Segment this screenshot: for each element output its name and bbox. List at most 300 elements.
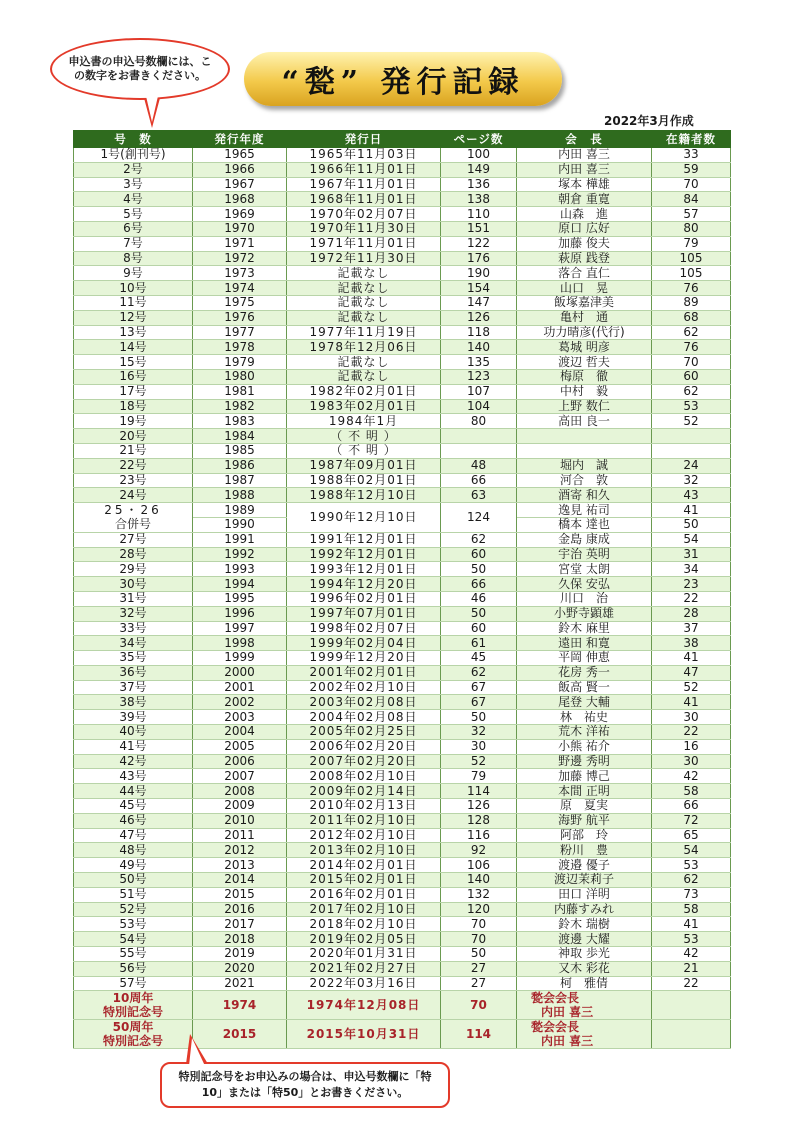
table-row (74, 547, 731, 562)
cell-date: 記載なし (287, 310, 441, 325)
cell-members: 41 (652, 917, 731, 932)
cell-members: 22 (652, 976, 731, 991)
cell-issue: 42号 (74, 754, 193, 769)
cell-chair: 神取 歩光 (517, 947, 652, 962)
table-row (74, 695, 731, 710)
cell-year: 1968 (193, 192, 287, 207)
cell-members: 79 (652, 236, 731, 251)
cell-year: 2011 (193, 828, 287, 843)
cell-members: 58 (652, 902, 731, 917)
cell-issue: 39号 (74, 710, 193, 725)
cell-date: 2017年02月10日 (287, 902, 441, 917)
cell-issue: 11号 (74, 295, 193, 310)
callout-special-issue (160, 1062, 450, 1108)
cell-issue: 43号 (74, 769, 193, 784)
cell-issue: 44号 (74, 784, 193, 799)
table-row (74, 177, 731, 192)
table-row (74, 799, 731, 814)
cell-pages: 100 (441, 148, 517, 163)
cell-pages: 104 (441, 399, 517, 414)
table-row-special (74, 1020, 731, 1049)
cell-date: 2018年02月10日 (287, 917, 441, 932)
cell-chair: 原 夏実 (517, 799, 652, 814)
cell-members: 16 (652, 739, 731, 754)
cell-pages: 138 (441, 192, 517, 207)
cell-date: 1988年02月01日 (287, 473, 441, 488)
cell-date: 1991年12月01日 (287, 532, 441, 547)
cell-issue: 1号(創刊号) (74, 148, 193, 163)
cell-chair: 中村 毅 (517, 384, 652, 399)
cell-year: 1969 (193, 207, 287, 222)
cell-chair (517, 429, 652, 444)
cell-pages: 66 (441, 473, 517, 488)
table-row (74, 828, 731, 843)
cell-pages: 79 (441, 769, 517, 784)
cell-date: 1993年12月01日 (287, 562, 441, 577)
cell-issue: 37号 (74, 680, 193, 695)
table-row (74, 473, 731, 488)
cell-date: 1972年11月30日 (287, 251, 441, 266)
cell-chair: 萩原 践登 (517, 251, 652, 266)
cell-year: 1986 (193, 458, 287, 473)
cell-year: 1974 (193, 281, 287, 296)
table-row (74, 207, 731, 222)
cell-members: 89 (652, 295, 731, 310)
cell-date: 記載なし (287, 295, 441, 310)
cell-chair: 渡辺茉莉子 (517, 873, 652, 888)
cell-pages: 140 (441, 340, 517, 355)
header-chair: 会 長 (517, 131, 652, 148)
cell-date: 1978年12月06日 (287, 340, 441, 355)
cell-year: 2002 (193, 695, 287, 710)
cell-members: 105 (652, 251, 731, 266)
table-row (74, 148, 731, 163)
cell-year: 1967 (193, 177, 287, 192)
cell-date: 記載なし (287, 281, 441, 296)
cell-year: 2015 (193, 887, 287, 902)
cell-year: 1991 (193, 532, 287, 547)
cell-pages: 60 (441, 547, 517, 562)
cell-chair: 海野 航平 (517, 813, 652, 828)
cell-members: 47 (652, 665, 731, 680)
cell-year: 2004 (193, 725, 287, 740)
table-row (74, 769, 731, 784)
cell-chair: 堀内 誠 (517, 458, 652, 473)
table-row (74, 369, 731, 384)
cell-chair: 原口 広好 (517, 221, 652, 236)
cell-members: 53 (652, 399, 731, 414)
cell-issue: 32号 (74, 606, 193, 621)
cell-date: 2015年02月01日 (287, 873, 441, 888)
cell-date: 2014年02月01日 (287, 858, 441, 873)
cell-issue: 14号 (74, 340, 193, 355)
cell-date: 1966年11月01日 (287, 162, 441, 177)
cell-issue: 8号 (74, 251, 193, 266)
cell-chair: 宇治 英明 (517, 547, 652, 562)
cell-date: 1992年12月01日 (287, 547, 441, 562)
cell-issue: 13号 (74, 325, 193, 340)
cell-year: 1965 (193, 148, 287, 163)
combined-members-1: 41 (652, 503, 731, 518)
cell-year: 1971 (193, 236, 287, 251)
cell-date: 2020年01月31日 (287, 947, 441, 962)
cell-year: 2021 (193, 976, 287, 991)
table-row (74, 162, 731, 177)
cell-chair: 加藤 博己 (517, 769, 652, 784)
cell-members: 54 (652, 843, 731, 858)
cell-year: 1983 (193, 414, 287, 429)
table-row (74, 591, 731, 606)
cell-date: （ 不 明 ） (287, 443, 441, 458)
cell-year: 1977 (193, 325, 287, 340)
cell-year: 1996 (193, 606, 287, 621)
cell-date: 1999年02月04日 (287, 636, 441, 651)
table-body-combined (74, 503, 731, 533)
header-date: 発行日 (287, 131, 441, 148)
cell-date: 1982年02月01日 (287, 384, 441, 399)
cell-issue: 33号 (74, 621, 193, 636)
cell-year: 1982 (193, 399, 287, 414)
cell-chair: 酒寄 和久 (517, 488, 652, 503)
cell-chair: 飯高 賢一 (517, 680, 652, 695)
cell-date: 1987年09月01日 (287, 458, 441, 473)
table-row (74, 858, 731, 873)
table-row (74, 932, 731, 947)
cell-year: 1995 (193, 591, 287, 606)
cell-members: 52 (652, 680, 731, 695)
combined-year-1: 1989 (193, 503, 287, 518)
cell-issue: 45号 (74, 799, 193, 814)
cell-year: 2006 (193, 754, 287, 769)
cell-pages: 62 (441, 665, 517, 680)
table-row (74, 917, 731, 932)
cell-year: 2018 (193, 932, 287, 947)
cell-members: 41 (652, 651, 731, 666)
table-row (74, 843, 731, 858)
table-row (74, 665, 731, 680)
cell-pages: 123 (441, 369, 517, 384)
cell-issue: 20号 (74, 429, 193, 444)
cell-pages: 50 (441, 562, 517, 577)
cell-year: 2013 (193, 858, 287, 873)
cell-chair: 小熊 祐介 (517, 739, 652, 754)
table-row (74, 192, 731, 207)
cell-pages: 136 (441, 177, 517, 192)
special-issue: 50周年 特別記念号 (74, 1020, 193, 1049)
cell-chair (517, 443, 652, 458)
cell-date: 1994年12月20日 (287, 577, 441, 592)
table-row (74, 710, 731, 725)
cell-chair: 功力晴彦(代行) (517, 325, 652, 340)
cell-chair: 梅原 徹 (517, 369, 652, 384)
table-row (74, 577, 731, 592)
table-row (74, 651, 731, 666)
cell-pages: 67 (441, 695, 517, 710)
cell-pages: 80 (441, 414, 517, 429)
cell-issue: 47号 (74, 828, 193, 843)
cell-issue: 22号 (74, 458, 193, 473)
cell-issue: 12号 (74, 310, 193, 325)
cell-date: 1970年11月30日 (287, 221, 441, 236)
cell-issue: 31号 (74, 591, 193, 606)
special-pages: 114 (441, 1020, 517, 1049)
cell-issue: 41号 (74, 739, 193, 754)
cell-issue: 23号 (74, 473, 193, 488)
cell-pages: 126 (441, 799, 517, 814)
cell-members: 52 (652, 414, 731, 429)
cell-date: 2004年02月08日 (287, 710, 441, 725)
cell-date: 1965年11月03日 (287, 148, 441, 163)
callout-text: 申込書の申込号数欄には、この数字をお書きください。 (68, 55, 212, 82)
cell-issue: 46号 (74, 813, 193, 828)
cell-date: 2022年03月16日 (287, 976, 441, 991)
cell-date: 記載なし (287, 355, 441, 370)
cell-year: 1992 (193, 547, 287, 562)
cell-date: 2007年02月20日 (287, 754, 441, 769)
cell-members (652, 443, 731, 458)
cell-issue: 2号 (74, 162, 193, 177)
cell-year: 1994 (193, 577, 287, 592)
cell-issue: 49号 (74, 858, 193, 873)
cell-members: 22 (652, 725, 731, 740)
cell-issue: 9号 (74, 266, 193, 281)
cell-date: 2010年02月13日 (287, 799, 441, 814)
special-chair: 甃会会長 内田 喜三 (517, 991, 652, 1020)
cell-date: 1998年02月07日 (287, 621, 441, 636)
table-row (74, 429, 731, 444)
table-row (74, 414, 731, 429)
cell-pages: 52 (441, 754, 517, 769)
cell-issue: 28号 (74, 547, 193, 562)
cell-date: 2003年02月08日 (287, 695, 441, 710)
cell-chair: 林 祐史 (517, 710, 652, 725)
cell-pages (441, 429, 517, 444)
cell-members: 57 (652, 207, 731, 222)
table-row (74, 266, 731, 281)
cell-members: 62 (652, 325, 731, 340)
table-row (74, 399, 731, 414)
cell-date: 1977年11月19日 (287, 325, 441, 340)
cell-pages: 122 (441, 236, 517, 251)
special-date: 1974年12月08日 (287, 991, 441, 1020)
table-row (74, 754, 731, 769)
cell-pages: 135 (441, 355, 517, 370)
cell-members: 66 (652, 799, 731, 814)
cell-date: 1970年02月07日 (287, 207, 441, 222)
cell-members: 23 (652, 577, 731, 592)
cell-date: 1967年11月01日 (287, 177, 441, 192)
cell-pages: 63 (441, 488, 517, 503)
cell-members: 30 (652, 754, 731, 769)
cell-year: 2001 (193, 680, 287, 695)
combined-date: 1990年12月10日 (287, 503, 441, 533)
cell-chair: 鈴木 瑞樹 (517, 917, 652, 932)
cell-year: 2008 (193, 784, 287, 799)
cell-date: 2012年02月10日 (287, 828, 441, 843)
special-chair: 甃会会長 内田 喜三 (517, 1020, 652, 1049)
cell-year: 1988 (193, 488, 287, 503)
cell-date: 1996年02月01日 (287, 591, 441, 606)
cell-issue: 50号 (74, 873, 193, 888)
cell-issue: 35号 (74, 651, 193, 666)
cell-members: 68 (652, 310, 731, 325)
cell-year: 1966 (193, 162, 287, 177)
cell-members: 70 (652, 355, 731, 370)
cell-chair: 河合 敦 (517, 473, 652, 488)
cell-pages: 50 (441, 606, 517, 621)
cell-year: 2012 (193, 843, 287, 858)
cell-date: 2019年02月05日 (287, 932, 441, 947)
publication-record-table (73, 130, 731, 1049)
cell-pages: 114 (441, 784, 517, 799)
cell-members: 65 (652, 828, 731, 843)
cell-issue: 53号 (74, 917, 193, 932)
cell-chair: 金島 康成 (517, 532, 652, 547)
cell-members: 30 (652, 710, 731, 725)
cell-chair: 田口 洋明 (517, 887, 652, 902)
cell-issue: 27号 (74, 532, 193, 547)
cell-year: 2005 (193, 739, 287, 754)
cell-members: 34 (652, 562, 731, 577)
cell-issue: 29号 (74, 562, 193, 577)
cell-members: 38 (652, 636, 731, 651)
special-year: 1974 (193, 991, 287, 1020)
cell-chair: 野邊 秀明 (517, 754, 652, 769)
cell-chair: 加藤 俊夫 (517, 236, 652, 251)
cell-date: 1971年11月01日 (287, 236, 441, 251)
cell-issue: 57号 (74, 976, 193, 991)
cell-chair: 花房 秀一 (517, 665, 652, 680)
cell-chair: 葛城 明彦 (517, 340, 652, 355)
cell-date: 2001年02月01日 (287, 665, 441, 680)
cell-issue: 21号 (74, 443, 193, 458)
table-row (74, 355, 731, 370)
table-body-late (74, 532, 731, 991)
cell-chair: 平岡 伸恵 (517, 651, 652, 666)
cell-year: 1972 (193, 251, 287, 266)
cell-issue: 34号 (74, 636, 193, 651)
combined-issue: 25・26 合併号 (74, 503, 193, 533)
cell-issue: 15号 (74, 355, 193, 370)
cell-year: 1999 (193, 651, 287, 666)
cell-pages: 110 (441, 207, 517, 222)
created-date: 2022年3月作成 (604, 114, 694, 128)
cell-pages: 60 (441, 621, 517, 636)
special-members (652, 1020, 731, 1049)
cell-chair: 渡辺 哲夫 (517, 355, 652, 370)
cell-chair: 尾登 大輔 (517, 695, 652, 710)
cell-date: 2006年02月20日 (287, 739, 441, 754)
header-members: 在籍者数 (652, 131, 731, 148)
cell-members: 60 (652, 369, 731, 384)
cell-chair: 飯塚嘉津美 (517, 295, 652, 310)
callout-issue-number (50, 38, 230, 100)
cell-members: 33 (652, 148, 731, 163)
cell-members: 72 (652, 813, 731, 828)
table-row (74, 488, 731, 503)
table-row-combined (74, 503, 731, 518)
cell-members: 53 (652, 932, 731, 947)
cell-pages: 70 (441, 917, 517, 932)
table-row (74, 976, 731, 991)
cell-issue: 36号 (74, 665, 193, 680)
cell-pages: 46 (441, 591, 517, 606)
cell-members: 105 (652, 266, 731, 281)
cell-pages: 27 (441, 976, 517, 991)
cell-pages: 128 (441, 813, 517, 828)
cell-members: 76 (652, 281, 731, 296)
cell-members: 59 (652, 162, 731, 177)
special-issue: 10周年 特別記念号 (74, 991, 193, 1020)
cell-members (652, 429, 731, 444)
header-issue: 号 数 (74, 131, 193, 148)
cell-chair: 落合 直仁 (517, 266, 652, 281)
cell-year: 1993 (193, 562, 287, 577)
table-row (74, 221, 731, 236)
table-row (74, 902, 731, 917)
cell-chair: 内田 喜三 (517, 162, 652, 177)
cell-issue: 5号 (74, 207, 193, 222)
cell-pages: 106 (441, 858, 517, 873)
cell-issue: 54号 (74, 932, 193, 947)
cell-date: 記載なし (287, 266, 441, 281)
cell-pages: 27 (441, 961, 517, 976)
cell-members: 22 (652, 591, 731, 606)
table-row (74, 340, 731, 355)
cell-chair: 川口 治 (517, 591, 652, 606)
table-body-early (74, 148, 731, 503)
cell-members: 28 (652, 606, 731, 621)
cell-chair: 遠田 和寛 (517, 636, 652, 651)
cell-year: 1997 (193, 621, 287, 636)
cell-chair: 小野寺顕雄 (517, 606, 652, 621)
cell-year: 1979 (193, 355, 287, 370)
cell-year: 1975 (193, 295, 287, 310)
cell-members: 41 (652, 695, 731, 710)
cell-members: 53 (652, 858, 731, 873)
cell-year: 2016 (193, 902, 287, 917)
cell-pages: 147 (441, 295, 517, 310)
cell-year: 1978 (193, 340, 287, 355)
cell-year: 1998 (193, 636, 287, 651)
cell-chair: 内藤すみれ (517, 902, 652, 917)
cell-pages: 67 (441, 680, 517, 695)
cell-members: 73 (652, 887, 731, 902)
cell-members: 32 (652, 473, 731, 488)
cell-issue: 7号 (74, 236, 193, 251)
header-year: 発行年度 (193, 131, 287, 148)
cell-chair: 渡邊 大耀 (517, 932, 652, 947)
cell-year: 2003 (193, 710, 287, 725)
cell-members: 43 (652, 488, 731, 503)
cell-members: 37 (652, 621, 731, 636)
cell-date: 1983年02月01日 (287, 399, 441, 414)
cell-date: 1999年12月20日 (287, 651, 441, 666)
table-header-row (74, 131, 731, 148)
table-row (74, 310, 731, 325)
cell-members: 70 (652, 177, 731, 192)
cell-issue: 40号 (74, 725, 193, 740)
cell-pages: 190 (441, 266, 517, 281)
cell-date: 1968年11月01日 (287, 192, 441, 207)
cell-date: 2011年02月10日 (287, 813, 441, 828)
cell-date: 2005年02月25日 (287, 725, 441, 740)
cell-issue: 4号 (74, 192, 193, 207)
combined-pages: 124 (441, 503, 517, 533)
cell-year: 1976 (193, 310, 287, 325)
header-pages: ページ数 (441, 131, 517, 148)
cell-year: 2007 (193, 769, 287, 784)
